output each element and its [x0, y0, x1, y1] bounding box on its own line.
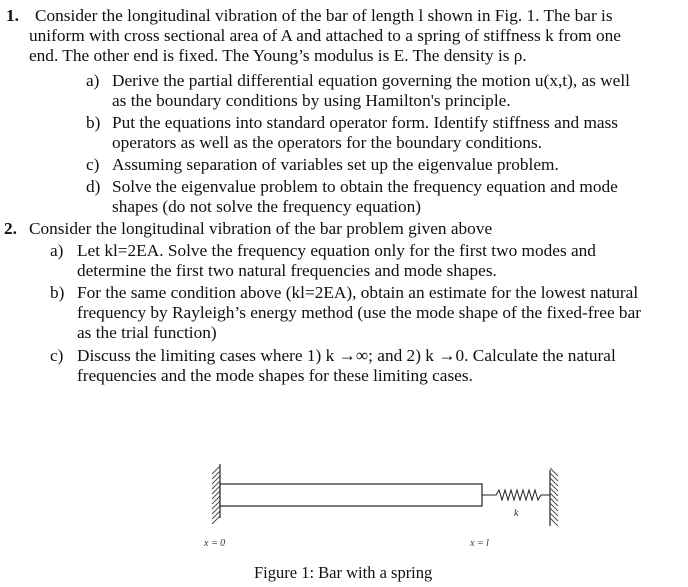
problem-1a-label: a) [86, 71, 100, 90]
right-wall [550, 468, 558, 526]
problem-2c-line: Discuss the limiting cases where 1) k →∞; and 2) k →0. Calculate the natural [77, 346, 616, 365]
problem-1d-line: Solve the eigenvalue problem to obtain the frequency equation and mode [112, 177, 618, 196]
problem-2c-line: frequencies and the mode shapes for these limiting cases. [77, 366, 473, 385]
problem-1a-line: Derive the partial differential equation governing the motion u(x,t), as well [112, 71, 630, 90]
figure-caption: Figure 1: Bar with a spring [254, 563, 433, 582]
problem-1d-line: shapes (do not solve the frequency equation) [112, 197, 422, 216]
problem-1-number: 1. [6, 6, 19, 25]
problem-2b-label: b) [50, 283, 65, 302]
bar [220, 484, 482, 506]
problem-1b-label: b) [86, 113, 101, 132]
problem-2b-line: For the same condition above (kl=2EA), obtain an estimate for the lowest natural [77, 283, 639, 302]
problem-2b-line: as the trial function) [77, 323, 217, 342]
spring-label: k [514, 508, 519, 519]
problem-2c-label: c) [50, 346, 64, 365]
problem-2a-line: determine the first two natural frequencies and mode shapes. [77, 261, 497, 280]
problem-1d-label: d) [86, 177, 101, 196]
problem-1a-line: as the boundary conditions by using Hamilton's principle. [112, 91, 511, 110]
x-zero-label: x = 0 [204, 538, 226, 549]
problem-2-line: Consider the longitudinal vibration of the bar problem given above [29, 219, 493, 238]
x-l-label: x = l [470, 538, 489, 549]
problem-1b-line: operators as well as the operators for the boundary conditions. [112, 133, 542, 152]
problem-2a-label: a) [50, 241, 64, 260]
bar-spring-figure [196, 452, 596, 562]
problem-1-line: end. The other end is fixed. The Young’s modulus is E. The density is ρ. [29, 46, 527, 65]
problem-1-line: uniform with cross sectional area of A and attached to a spring of stiffness k from one [29, 26, 621, 45]
problem-1b-line: Put the equations into standard operator form. Identify stiffness and mass [112, 113, 619, 132]
problem-1c-line: Assuming separation of variables set up the eigenvalue problem. [112, 155, 559, 174]
problem-1c-label: c) [86, 155, 100, 174]
problem-2a-line: Let kl=2EA. Solve the frequency equation only for the first two modes and [77, 241, 596, 260]
problem-2-number: 2. [4, 219, 17, 238]
problem-2b-line: frequency by Rayleigh’s energy method (use the mode shape of the fixed-free bar [77, 303, 641, 322]
left-wall [212, 464, 220, 524]
problem-1-line: Consider the longitudinal vibration of the bar of length l shown in Fig. 1. The bar is [35, 6, 613, 25]
spring [482, 490, 550, 500]
